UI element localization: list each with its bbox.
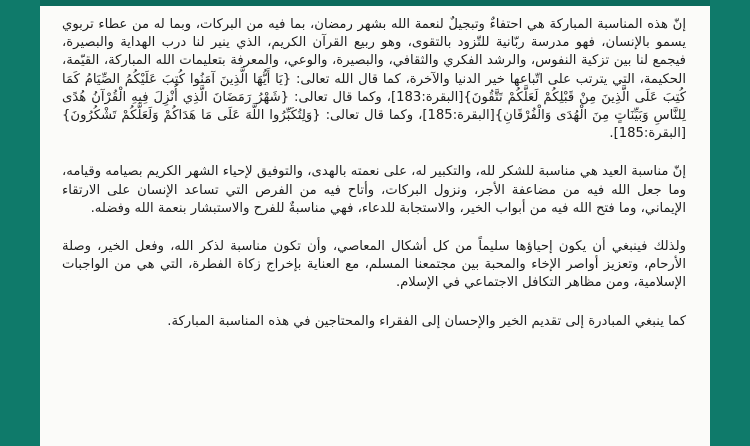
- right-background-band: [710, 0, 750, 430]
- article-paragraph-4: كما ينبغي المبادرة إلى تقديم الخير والإحسان إلى الفقراء والمحتاجين في هذه المناسبة المباركة.: [167, 313, 686, 329]
- article-paragraph-1: إنّ هذه المناسبة المباركة هي احتفاءٌ وتبجيلٌ لنعمة الله بشهر رمضان، بما فيه من البركات، وبما له من عطاء تربوي يسمو بالإنسان، فهو مدرسة ربّانية للتّزود بالتقوى، وهو ربيع القرآن الكريم، الذي ينير لنا درب الهداية والبصيرة، فيجمع لنا بين تزكية النفوس، والرشد الفكري والثقافي، والبصيرة، والوعي، والمعرفة بتعليمات الله المباركة، القيّمة، الحكيمة، التي يترتب على اتّباعها خير الدنيا والآخرة، كما قال الله تعالى: {يَا أَيُّهَا الَّذِينَ آمَنُوا كُتِبَ عَلَيْكُمُ الصِّيَامُ كَمَا كُتِبَ عَلَى الَّذِينَ مِنْ قَبْلِكُمْ لَعَلَّكُمْ تَتَّقُونَ}[البقرة:183]، وكما قال تعالى: {شَهْرُ رَمَضَانَ الَّذِي أُنْزِلَ فِيهِ الْقُرْآنُ هُدًى لِلنَّاسِ وَبَيِّنَاتٍ مِنَ الْهُدَى وَالْفُرْقَانِ}[البقرة:185]، وكما قال تعالى: {وَلِتُكَبِّرُوا اللَّهَ عَلَى مَا هَدَاكُمْ وَلَعَلَّكُمْ تَشْكُرُونَ}[البقرة:185].: [62, 17, 686, 142]
- article-paragraph-3: ولذلك فينبغي أن يكون إحياؤها سليماً من كل أشكال المعاصي، وأن تكون مناسبة لذكر الله، وفعل الخير، وصلة الأرحام، وتعزيز أواصر الإخاء والمحبة بين مجتمعنا المسلم، مع العناية بإخراج زكاة الفطرة، التي هي من الواجبات الإسلامية، ومن مظاهر التكافل الاجتماعي في الإسلام.: [62, 239, 686, 291]
- article-paragraph-2: إنّ مناسبة العيد هي مناسبة للشكر لله، والتكبير له، على نعمته بالهدى، والتوفيق لإحياء الشهر الكريم بصيامه وقيامه، وما جعل الله فيه من مضاعفة الأجر، ونزول البركات، وأتاح فيه من الفرص التي تساعد الإنسان على الارتقاء الإيماني، وما فتح الله فيه من أبواب الخير، والاستجابة للدعاء، فهي مناسبةٌ للفرح والاستبشار بنعمة الله وفضله.: [62, 164, 686, 216]
- left-background-band: [0, 0, 40, 430]
- article-card: [40, 6, 710, 446]
